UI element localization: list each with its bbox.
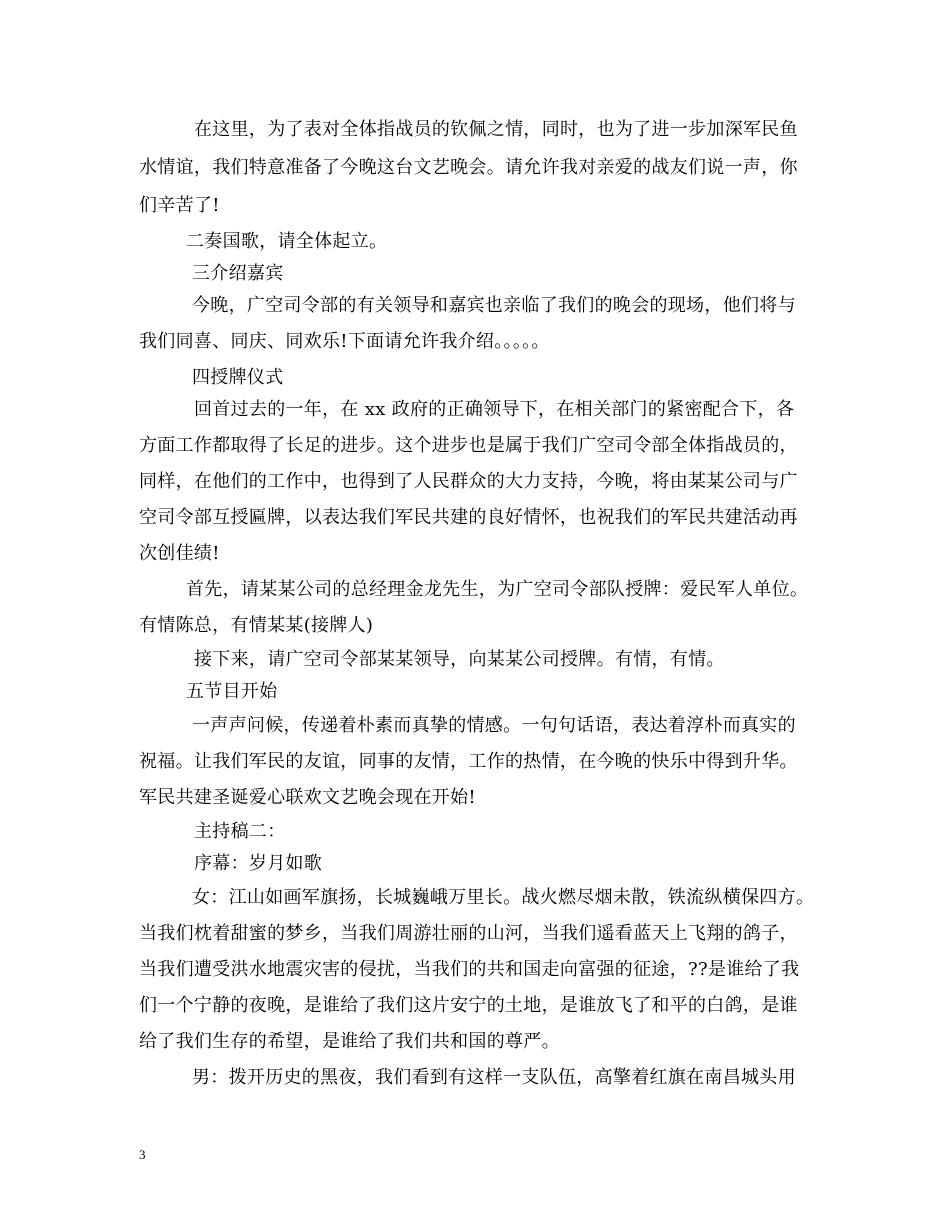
text-line: 空司令部互授匾牌，以表达我们军民共建的良好情怀，也祝我们的军民共建活动再 (139, 507, 798, 528)
text-line: 军民共建圣诞爱心联欢文艺晚会现在开始! (139, 787, 476, 808)
section-heading: 四授牌仪式 (192, 367, 284, 388)
section-heading: 五节目开始 (186, 681, 278, 702)
text-line: 同样，在他们的工作中，也得到了人民群众的大力支持，今晚，将由某某公司与广 (139, 471, 798, 492)
section-heading: 三介绍嘉宾 (192, 263, 284, 284)
text-line: 首先，请某某公司的总经理金龙先生，为广空司令部队授牌：爱民军人单位。 (186, 579, 809, 600)
section-heading: 主持稿二： (194, 821, 286, 842)
text-line: 女：江山如画军旗扬，长城巍峨万里长。战火燃尽烟未散，铁流纵横保四方。 (192, 887, 815, 908)
text-line: 当我们遭受洪水地震灾害的侵扰，当我们的共和国走向富强的征途，??是谁给了我 (139, 959, 800, 980)
text-line: 祝福。让我们军民的友谊，同事的友情，工作的热情，在今晚的快乐中得到升华。 (139, 751, 798, 772)
text-line: 在这里，为了表对全体指战员的钦佩之情，同时，也为了进一步加深军民鱼 (194, 119, 798, 140)
text-line: 们辛苦了! (139, 195, 220, 216)
text-line: 水情谊，我们特意准备了今晚这台文艺晚会。请允许我对亲爱的战友们说一声，你 (139, 157, 798, 178)
section-heading: 序幕：岁月如歌 (194, 853, 323, 874)
section-heading: 二奏国歌，请全体起立。 (186, 231, 388, 252)
text-line: 接下来，请广空司令部某某领导，向某某公司授牌。有情，有情。 (194, 649, 725, 670)
text-line: 给了我们生存的希望，是谁给了我们共和国的尊严。 (139, 1031, 560, 1052)
text-line: 方面工作都取得了长足的进步。这个进步也是属于我们广空司令部全体指战员的， (139, 435, 798, 456)
text-line: 一声声问候，传递着朴素而真挚的情感。一句句话语，表达着淳朴而真实的 (192, 715, 796, 736)
text-line: 们一个宁静的夜晚，是谁给了我们这片安宁的土地，是谁放飞了和平的白鸽，是谁 (139, 995, 798, 1016)
text-line: 当我们枕着甜蜜的梦乡，当我们周游壮丽的山河，当我们遥看蓝天上飞翔的鸽子， (139, 923, 798, 944)
text-line: 回首过去的一年，在 xx 政府的正确领导下，在相关部门的紧密配合下，各 (194, 399, 795, 420)
text-line: 我们同喜、同庆、同欢乐!下面请允许我介绍。。。。。 (139, 331, 550, 352)
text-line: 次创佳绩! (139, 543, 220, 564)
text-line: 有情陈总，有情某某(接牌人) (139, 615, 374, 636)
text-line: 男：拨开历史的黑夜，我们看到有这样一支队伍，高擎着红旗在南昌城头用 (192, 1067, 796, 1088)
page-number: 3 (139, 1147, 146, 1162)
text-line: 今晚，广空司令部的有关领导和嘉宾也亲临了我们的晚会的现场，他们将与 (192, 295, 796, 316)
